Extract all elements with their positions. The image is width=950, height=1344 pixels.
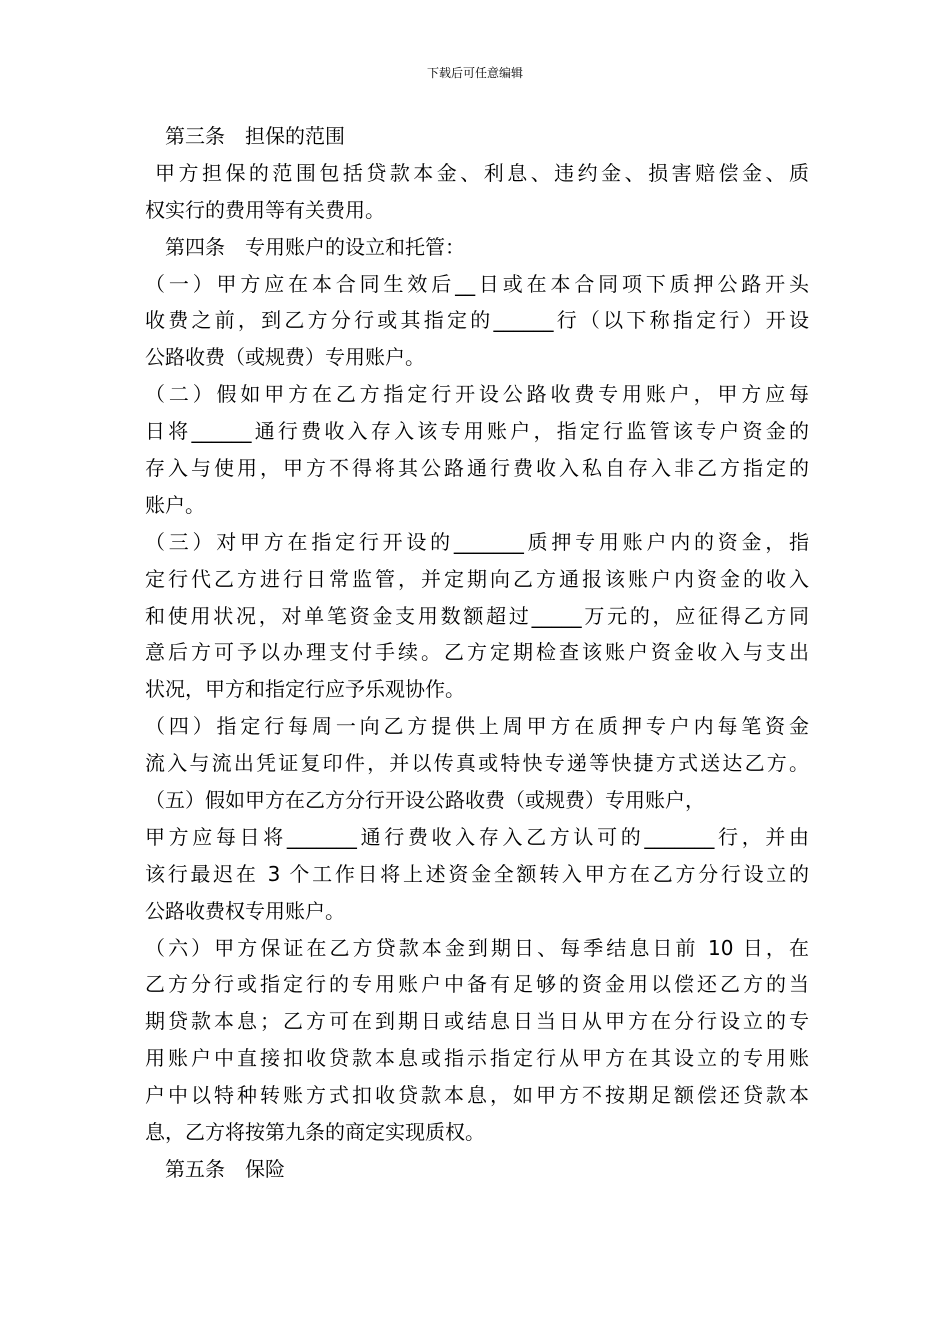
text-line: 存入与使用，甲方不得将其公路通行费收入私自存入非乙方指定的 [145, 456, 809, 481]
text-line: （六）甲方保证在乙方贷款本金到期日、每季结息日前 10 日，在 [145, 935, 809, 960]
text-line: 定行代乙方进行日常监管，并定期向乙方通报该账户内资金的收入 [145, 566, 809, 591]
text-line: 户中以特种转账方式扣收贷款本息，如甲方不按期足额偿还贷款本 [145, 1083, 809, 1108]
text-line: 账户。 [145, 492, 205, 517]
text-line: （五）假如甲方在乙方分行开设公路收费（或规费）专用账户， [145, 788, 705, 813]
text-line: 收费之前，到乙方分行或其指定的______行（以下称指定行）开设 [145, 308, 809, 333]
document-body [145, 118, 809, 1188]
text-line: （一）甲方应在本合同生效后__日或在本合同项下质押公路开头 [145, 271, 809, 296]
text-line: 甲方应每日将_______通行费收入存入乙方认可的_______行，并由 [145, 824, 809, 849]
text-line: 第三条 担保的范围 [165, 124, 345, 148]
text-line: 第四条 专用账户的设立和托管： [165, 234, 465, 259]
text-line: 该行最迟在 3 个工作日将上述资金全额转入甲方在乙方分行设立的 [145, 861, 809, 886]
text-line: 第五条 保险 [165, 1156, 285, 1181]
text-line: 期贷款本息；乙方可在到期日或结息日当日从甲方在分行设立的专 [145, 1009, 809, 1034]
text-line: 用账户中直接扣收贷款本息或指示指定行从甲方在其设立的专用账 [145, 1046, 809, 1071]
text-line: 甲方担保的范围包括贷款本金、利息、违约金、损害赔偿金、质 [155, 160, 809, 185]
text-line: 权实行的费用等有关费用。 [145, 197, 385, 222]
text-line: 公路收费（或规费）专用账户。 [145, 345, 425, 370]
text-line: 流入与流出凭证复印件，并以传真或特快专递等快捷方式送达乙方。 [145, 751, 809, 776]
text-line: 和使用状况，对单笔资金支用数额超过_____万元的，应征得乙方同 [145, 603, 809, 628]
text-line: 状况，甲方和指定行应予乐观协作。 [145, 677, 465, 702]
page-header: 下载后可任意编辑 [426, 66, 523, 80]
text-line: （四）指定行每周一向乙方提供上周甲方在质押专户内每笔资金 [145, 714, 809, 739]
text-line: （三）对甲方在指定行开设的_______质押专用账户内的资金，指 [145, 529, 809, 554]
text-line: 意后方可予以办理支付手续。乙方定期检查该账户资金收入与支出 [145, 640, 809, 665]
text-line: （二）假如甲方在乙方指定行开设公路收费专用账户，甲方应每 [145, 382, 809, 407]
text-line: 息，乙方将按第九条的商定实现质权。 [145, 1120, 485, 1145]
text-line: 日将______通行费收入存入该专用账户，指定行监管该专户资金的 [145, 419, 809, 444]
text-line: 公路收费权专用账户。 [145, 898, 345, 923]
text-line: 乙方分行或指定行的专用账户中备有足够的资金用以偿还乙方的当 [145, 972, 809, 997]
